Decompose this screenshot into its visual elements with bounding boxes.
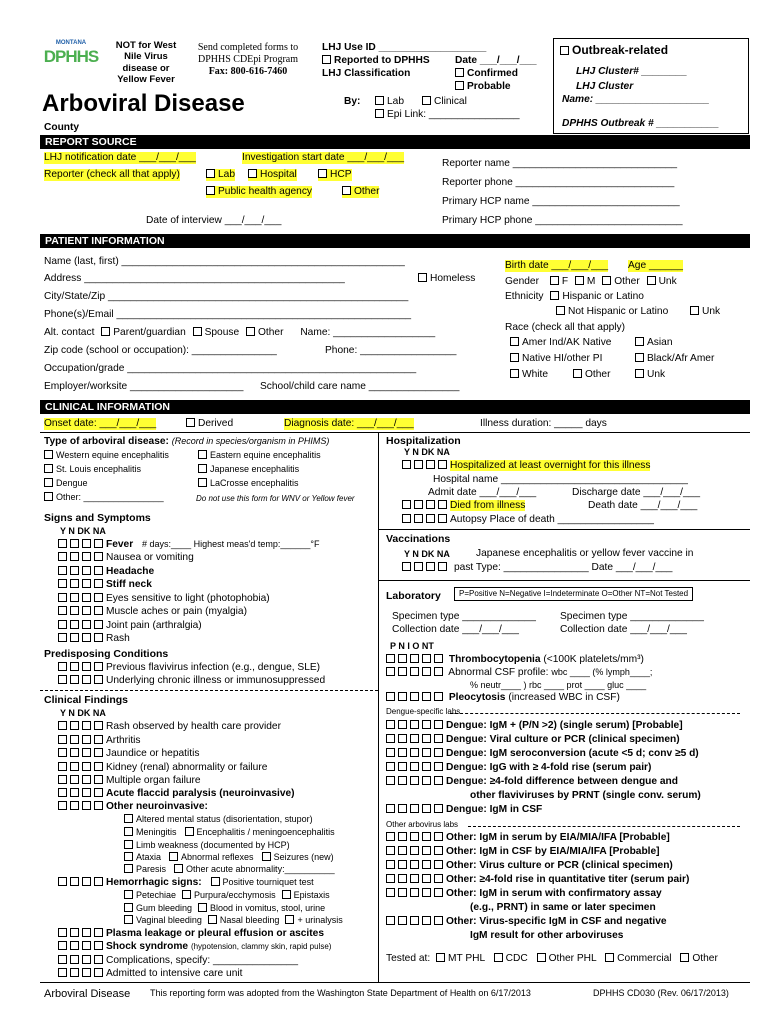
sign-item[interactable]: Headache — [58, 566, 154, 578]
report-source-bar: REPORT SOURCE — [40, 135, 750, 149]
alt-spouse[interactable]: Spouse — [193, 327, 240, 338]
nonhispanic-checkbox[interactable]: Not Hispanic or Latino — [556, 306, 668, 318]
clinical-info-bar: CLINICAL INFORMATION — [40, 400, 750, 414]
patient-info-bar: PATIENT INFORMATION — [40, 234, 750, 248]
neuro-sub-option[interactable]: Other acute abnormality:__________ — [174, 864, 335, 874]
hcp-phone[interactable]: Primary HCP phone __________________________ — [442, 215, 683, 226]
logo-text: DPHHS — [43, 47, 99, 67]
dengue-lab-item[interactable]: Dengue: IgM seroconversion (acute <5 d; conv ≥5 d) — [386, 748, 699, 760]
outbreak-related[interactable]: Outbreak-related — [560, 43, 668, 57]
school-name[interactable]: School/child care name ________________ — [260, 381, 460, 392]
finding-plasma[interactable]: Plasma leakage or pleural effusion or ascites — [58, 928, 324, 940]
lhj-classification: LHJ Classification — [322, 68, 411, 79]
finding-item[interactable]: Arthritis — [58, 735, 141, 747]
tested-cdc[interactable]: CDC — [494, 953, 528, 964]
other-lab-item[interactable]: Other: IgM in CSF by EIA/MIA/IFA [Probable] — [386, 846, 660, 858]
sign-fever[interactable]: Fever # days:____ Highest meas'd temp:______°F — [58, 539, 319, 551]
died-from-illness[interactable]: Died from illness — [402, 500, 525, 512]
race-other[interactable]: Other — [573, 369, 610, 381]
dengue-lab-item[interactable]: Dengue: IgM in CSF — [386, 804, 542, 816]
homeless-checkbox[interactable]: Homeless — [418, 273, 475, 285]
dengue-lab-item[interactable]: Dengue: IgM + (P/N >2) (single serum) [Probable] — [386, 720, 683, 732]
discharge-date[interactable]: Discharge date ___/___/___ — [572, 487, 701, 498]
reporter-check-label: Reporter (check all that apply) — [44, 169, 180, 180]
neuro-sub-option[interactable]: Abnormal reflexes — [169, 852, 254, 862]
hosp-overnight[interactable]: Hospitalized at least overnight for this illness — [402, 460, 650, 472]
dengue-lab-item[interactable]: Dengue: ≥4-fold difference between dengue and — [386, 776, 678, 788]
hemorrhagic-option[interactable]: Epistaxis — [282, 890, 330, 900]
collection-date-1[interactable]: Collection date ___/___/___ — [392, 624, 519, 635]
divider — [40, 690, 378, 691]
investigation-date[interactable]: Investigation start date ___/___/___ — [242, 152, 404, 163]
reporter-lab[interactable]: Lab — [206, 169, 235, 181]
race-label: Race (check all that apply) — [505, 322, 626, 333]
by-label: By: — [344, 96, 361, 107]
csf-values[interactable]: % neutr____ ) rbc ____ prot ____ gluc ____ — [470, 680, 647, 690]
vacc-yn: Y N DK NA — [404, 549, 450, 559]
dphhs-outbreak[interactable]: DPHHS Outbreak # ___________ — [562, 118, 719, 129]
other-lab-item[interactable]: Other: IgM in serum with confirmatory assay — [386, 888, 662, 900]
gender: Gender F M Other Unk — [505, 276, 677, 287]
divider — [378, 529, 750, 530]
zip-code[interactable]: Zip code (school or occupation): _______________ — [44, 345, 277, 356]
predisposing-title: Predisposing Conditions — [44, 648, 169, 660]
patient-address[interactable]: Address ______________________________________________ — [44, 273, 345, 284]
other-labs-label: Other arbovirus labs — [386, 820, 459, 829]
logo-top-text: MONTANA — [55, 40, 87, 46]
neuro-sub-row — [124, 852, 342, 863]
predisposing-item[interactable]: Underlying chronic illness or immunosuppressed — [58, 675, 325, 687]
ethnicity: Ethnicity Hispanic or Latino — [505, 291, 644, 302]
tested-other[interactable]: Other — [680, 953, 717, 964]
findings-yn: Y N DK NA — [60, 708, 106, 718]
neuro-sub-option[interactable]: Encephalitis / meningoencephalitis — [185, 827, 335, 837]
tested-mt[interactable]: MT PHL — [436, 953, 485, 964]
race-nhpi[interactable]: Native HI/other PI — [510, 353, 602, 365]
death-date[interactable]: Death date ___/___/___ — [588, 500, 698, 511]
type-other[interactable]: Other: ________________ — [44, 492, 164, 503]
gender-m[interactable]: M — [575, 276, 596, 287]
reporter-phone[interactable]: Reporter phone ____________________________ — [442, 177, 675, 188]
lab-title: Laboratory — [386, 590, 441, 602]
disease-type-title: Type of arboviral disease: (Record in species/organism in PHIMS) — [44, 436, 330, 447]
divider — [468, 826, 740, 827]
hemorrhagic-option[interactable]: + urinalysis — [285, 915, 342, 925]
race-amer[interactable]: Amer Ind/AK Native — [510, 337, 611, 349]
hosp-yn: Y N DK NA — [404, 447, 450, 457]
sign-item[interactable]: Joint pain (arthralgia) — [58, 620, 202, 632]
other-lab-item[interactable]: (e.g., PRNT) in same or later specimen — [470, 902, 656, 913]
illness-duration[interactable]: Illness duration: _____ days — [480, 418, 607, 429]
hispanic-checkbox[interactable]: Hispanic or Latino — [550, 291, 644, 302]
thrombocytopenia[interactable]: Thrombocytopenia (<100K platelets/mm³) — [386, 654, 644, 666]
tested-comm[interactable]: Commercial — [605, 953, 671, 964]
specimen-type-2[interactable]: Specimen type _____________ — [560, 611, 704, 622]
footer-right: DPHHS CD030 (Rev. 06/17/2013) — [593, 988, 729, 998]
other-lab-item[interactable]: Other: Virus-specific IgM in CSF and negative — [386, 916, 667, 928]
reported-date[interactable]: Date ___/___/___ — [455, 55, 537, 66]
finding-item[interactable]: Multiple organ failure — [58, 775, 201, 787]
footer-mid: This reporting form was adopted from the Washington State Department of Health on 6/17/2013 — [150, 988, 531, 998]
alt-name[interactable]: Name: __________________ — [300, 327, 436, 338]
gender-f[interactable]: F — [550, 276, 568, 287]
hemorrhagic-option[interactable]: Purpura/ecchymosis — [182, 890, 276, 900]
race-white[interactable]: White — [510, 369, 548, 381]
vacc-checks[interactable]: past Type: _______________ Date ___/___/___ — [402, 562, 672, 574]
dengue-labs-label: Dengue-specific labs — [386, 707, 461, 716]
reported-to-dphhs[interactable]: Reported to DPHHS — [322, 55, 430, 67]
finding-hemorrhagic[interactable]: Hemorrhagic signs: Positive tourniquet test — [58, 877, 314, 889]
type-dengue[interactable]: Dengue — [44, 478, 88, 489]
interview-date[interactable]: Date of interview ___/___/___ — [146, 215, 282, 226]
hemorrhagic-option[interactable]: Petechiae — [124, 890, 176, 900]
race-asian[interactable]: Asian — [635, 337, 672, 349]
age[interactable]: Age ______ — [628, 260, 683, 271]
divider — [378, 580, 750, 581]
alt-phone[interactable]: Phone: _________________ — [325, 345, 457, 356]
ethnicity-unk[interactable]: Unk — [690, 306, 720, 318]
predisposing-item[interactable]: Previous flavivirus infection (e.g., dengue, SLE) — [58, 662, 320, 674]
dengue-lab-item[interactable]: Dengue: Viral culture or PCR (clinical specimen) — [386, 734, 680, 746]
birth-date[interactable]: Birth date ___/___/___ — [505, 260, 609, 271]
employer[interactable]: Employer/worksite ____________________ — [44, 381, 244, 392]
other-lab-item[interactable]: Other: ≥4-fold rise in quantitative titer (serum pair) — [386, 874, 689, 886]
gender-unk[interactable]: Unk — [647, 276, 677, 287]
diagnosis-date[interactable]: Diagnosis date: ___/___/___ — [284, 418, 414, 429]
divider — [40, 982, 750, 983]
hcp-name[interactable]: Primary HCP name __________________________ — [442, 196, 680, 207]
admit-date[interactable]: Admit date ___/___/___ — [428, 487, 537, 498]
type-note: Do not use this form for WNV or Yellow fever — [196, 494, 355, 503]
reporter-name[interactable]: Reporter name _____________________________ — [442, 158, 678, 169]
phone-email[interactable]: Phone(s)/Email ____________________________________________________ — [44, 309, 412, 320]
county-label: County — [44, 122, 80, 133]
lhj-cluster-name[interactable]: Name: ____________________ — [562, 94, 710, 105]
reporter-hospital[interactable]: Hospital — [248, 169, 297, 181]
derived-checkbox[interactable]: Derived — [186, 418, 233, 430]
divider — [450, 713, 740, 714]
finding-afp[interactable]: Acute flaccid paralysis (neuroinvasive) — [58, 788, 295, 800]
neuro-sub-option[interactable]: Limb weakness (documented by HCP) — [124, 840, 290, 850]
dengue-lab-item[interactable]: Dengue: IgG with ≥ 4-fold rise (serum pair) — [386, 762, 651, 774]
neuro-sub-row — [124, 840, 298, 851]
neuro-sub-row — [124, 827, 343, 838]
lab-legend: P=Positive N=Negative I=Indeterminate O=Other NT=Not Tested — [454, 587, 693, 601]
hemorrhagic-option[interactable]: Blood in vomitus, stool, urine — [198, 903, 325, 913]
vacc-title: Vaccinations — [386, 533, 451, 545]
lhj-cluster-no[interactable]: LHJ Cluster# ________ — [576, 66, 687, 77]
reporter-pha[interactable]: Public health agency — [206, 186, 312, 198]
type-sle[interactable]: St. Louis encephalitis — [44, 464, 141, 475]
divider — [40, 432, 750, 433]
finding-neuro[interactable]: Other neuroinvasive: — [58, 801, 208, 813]
specimen-type-1[interactable]: Specimen type _____________ — [392, 611, 536, 622]
finding-item[interactable]: Kidney (renal) abnormality or failure — [58, 762, 267, 774]
sign-item[interactable]: Stiff neck — [58, 579, 152, 591]
occupation[interactable]: Occupation/grade ___________________________________________________ — [44, 363, 417, 374]
footer-left: Arboviral Disease — [44, 988, 131, 1000]
finding-complications[interactable]: Complications, specify: _______________ — [58, 955, 298, 967]
pleocytosis[interactable]: Pleocytosis (increased WBC in CSF) — [386, 692, 620, 704]
form-title: Arboviral Disease — [42, 90, 245, 117]
epi-link-checkbox[interactable]: Epi Link: ________________ — [375, 109, 520, 121]
clinical-checkbox[interactable]: Clinical — [422, 96, 467, 108]
abnormal-csf[interactable]: Abnormal CSF profile: wbc ____ (% lymph____; — [386, 667, 652, 679]
race-unk[interactable]: Unk — [635, 369, 665, 381]
hosp-title: Hospitalization — [386, 435, 461, 447]
hospital-name[interactable]: Hospital name _________________________________ — [433, 474, 688, 485]
hemorrhagic-option[interactable]: Gum bleeding — [124, 903, 192, 913]
tested-ophl[interactable]: Other PHL — [537, 953, 597, 964]
alt-contact: Alt. contact Parent/guardian Spouse Other Name: __________________ — [44, 327, 436, 338]
tested-at: Tested at: MT PHL CDC Other PHL Commercial Other — [386, 953, 718, 964]
dphhs-logo — [42, 40, 100, 84]
type-eee[interactable]: Eastern equine encephalitis — [198, 450, 321, 461]
sign-item[interactable]: Muscle aches or pain (myalgia) — [58, 606, 247, 618]
send-forms: Send completed forms to DPHHS CDEpi Program Fax: 800-616-7460 — [197, 42, 299, 77]
lab-pion: P N I O NT — [390, 641, 434, 651]
signs-title: Signs and Symptoms — [44, 512, 151, 524]
findings-title: Clinical Findings — [44, 694, 129, 706]
city-state-zip[interactable]: City/State/Zip _____________________________________________________ — [44, 291, 409, 302]
finding-item[interactable]: Jaundice or hepatitis — [58, 748, 199, 760]
hemorrhagic-sub-row — [124, 890, 336, 901]
patient-name[interactable]: Name (last, first) __________________________________________________ — [44, 256, 405, 267]
finding-icu[interactable]: Admitted to intensive care unit — [58, 968, 242, 980]
gender-other[interactable]: Other — [602, 276, 639, 287]
type-je[interactable]: Japanese encephalitis — [198, 464, 299, 475]
vacc-line1: Japanese encephalitis or yellow fever vaccine in — [476, 548, 694, 559]
type-wee[interactable]: Western equine encephalitis — [44, 450, 169, 461]
finding-item[interactable]: Rash observed by health care provider — [58, 721, 281, 733]
neuro-sub-option[interactable]: Meningitis — [124, 827, 177, 837]
sign-item[interactable]: Nausea or vomiting — [58, 552, 194, 564]
other-lab-item[interactable]: Other: IgM in serum by EIA/MIA/IFA [Probable] — [386, 832, 670, 844]
other-lab-item[interactable]: IgM result for other arboviruses — [470, 930, 624, 941]
hemorrhagic-option[interactable]: Vaginal bleeding — [124, 915, 202, 925]
column-divider — [378, 432, 379, 982]
sign-item[interactable]: Rash — [58, 633, 130, 645]
notification-date[interactable]: LHJ notification date ___/___/___ — [44, 152, 196, 163]
confirmed-checkbox[interactable]: Confirmed — [455, 68, 518, 80]
probable-checkbox[interactable]: Probable — [455, 81, 511, 93]
neuro-sub-option[interactable]: Paresis — [124, 864, 166, 874]
dengue-lab-item[interactable]: other flaviviruses by PRNT (single conv. serum) — [470, 790, 701, 801]
lhj-use: LHJ Use ID ___________________ — [322, 42, 487, 53]
neuro-sub-option[interactable]: Seizures (new) — [262, 852, 334, 862]
lhj-cluster-label: LHJ Cluster — [576, 81, 634, 92]
lab-checkbox[interactable]: Lab — [375, 96, 404, 108]
hemorrhagic-sub-row — [124, 915, 349, 926]
other-lab-item[interactable]: Other: Virus culture or PCR (clinical specimen) — [386, 860, 673, 872]
autopsy[interactable]: Autopsy Place of death _________________ — [402, 514, 654, 526]
neuro-sub-row — [124, 864, 343, 875]
neuro-sub-row — [124, 814, 321, 825]
reporter-other[interactable]: Other — [342, 186, 379, 198]
alt-other[interactable]: Other — [246, 327, 283, 338]
hemorrhagic-option[interactable]: Nasal bleeding — [208, 915, 280, 925]
reporter-hcp[interactable]: HCP — [318, 169, 352, 181]
type-lacrosse[interactable]: LaCrosse encephalitis — [198, 478, 299, 489]
not-for-wnv: NOT for West Nile Virus disease or Yellow Fever — [115, 40, 177, 86]
neuro-sub-option[interactable]: Ataxia — [124, 852, 161, 862]
signs-yn: Y N DK NA — [60, 526, 106, 536]
collection-date-2[interactable]: Collection date ___/___/___ — [560, 624, 687, 635]
neuro-sub-option[interactable]: Altered mental status (disorientation, stupor) — [124, 814, 313, 824]
finding-shock[interactable]: Shock syndrome (hypotension, clammy skin, rapid pulse) — [58, 941, 331, 953]
sign-item[interactable]: Eyes sensitive to light (photophobia) — [58, 593, 270, 605]
onset-date[interactable]: Onset date: ___/___/___ — [44, 418, 157, 429]
hemorrhagic-sub-row — [124, 903, 331, 914]
race-black[interactable]: Black/Afr Amer — [635, 353, 714, 365]
alt-parent[interactable]: Parent/guardian — [101, 327, 186, 338]
